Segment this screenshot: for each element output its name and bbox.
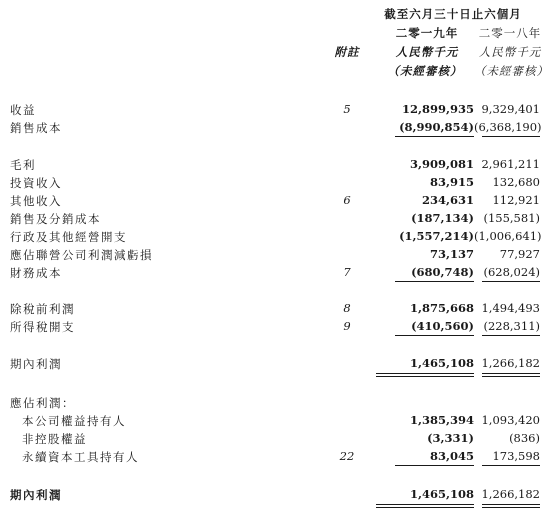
row-label: 行政及其他經營開支 bbox=[10, 230, 127, 244]
row-label: 銷售成本 bbox=[10, 121, 62, 135]
row-label: 非控股權益 bbox=[22, 432, 87, 446]
value-2018: (155,581) bbox=[483, 211, 540, 225]
row-note: 9 bbox=[343, 319, 351, 333]
row-label: 毛利 bbox=[10, 158, 36, 172]
subtotal-rule-2019 bbox=[395, 281, 474, 282]
row-perpetual-capital-holders bbox=[0, 449, 550, 465]
value-2018: 132,680 bbox=[492, 175, 540, 189]
row-profit-before-tax bbox=[0, 301, 550, 317]
currency-2019-header: 人民幣千元 bbox=[395, 45, 459, 59]
value-2019: 1,465,108 bbox=[409, 487, 474, 501]
subtotal-rule-2018 bbox=[482, 465, 540, 466]
row-note: 5 bbox=[343, 102, 351, 116]
row-selling-distribution bbox=[0, 211, 550, 227]
row-label: 所得稅開支 bbox=[10, 320, 75, 334]
row-investment-income bbox=[0, 175, 550, 191]
row-label: 財務成本 bbox=[10, 266, 62, 280]
value-2018: (628,024) bbox=[483, 265, 540, 279]
value-2018: 1,494,493 bbox=[481, 301, 540, 315]
value-2019: 1,465,108 bbox=[409, 356, 474, 370]
row-profit-for-period-total bbox=[0, 487, 550, 503]
row-note: 22 bbox=[339, 449, 355, 463]
value-2019: 12,899,935 bbox=[401, 102, 474, 116]
row-label: 投資收入 bbox=[10, 176, 62, 190]
row-admin-expenses bbox=[0, 229, 550, 245]
total-double-rule-2019 bbox=[376, 504, 474, 508]
row-label: 除稅前利潤 bbox=[10, 302, 75, 316]
value-2018: 1,266,182 bbox=[481, 356, 540, 370]
row-other-income bbox=[0, 193, 550, 209]
value-2018: 173,598 bbox=[492, 449, 540, 463]
total-double-rule-2018 bbox=[482, 504, 540, 508]
audit-2018-header: （未經審核） bbox=[474, 64, 549, 78]
row-note: 6 bbox=[343, 193, 351, 207]
row-finance-costs bbox=[0, 265, 550, 281]
total-double-rule-2019 bbox=[376, 373, 474, 377]
subtotal-rule-2018 bbox=[482, 335, 540, 336]
row-cost-of-sales bbox=[0, 120, 550, 136]
value-2019: 1,385,394 bbox=[409, 413, 474, 427]
subtotal-rule-2018 bbox=[482, 281, 540, 282]
value-2018: 2,961,211 bbox=[481, 157, 540, 171]
value-2019: 73,137 bbox=[429, 247, 474, 261]
value-2018: 9,329,401 bbox=[481, 102, 540, 116]
row-label: 其他收入 bbox=[10, 194, 62, 208]
value-2019: (680,748) bbox=[411, 265, 474, 279]
total-double-rule-2018 bbox=[482, 373, 540, 377]
row-non-controlling-interests bbox=[0, 431, 550, 447]
currency-2018-header: 人民幣千元 bbox=[478, 45, 542, 59]
value-2018: 112,921 bbox=[492, 193, 540, 207]
row-revenue bbox=[0, 102, 550, 118]
value-2018: (1,006,641) bbox=[474, 229, 542, 243]
row-label: 期內利潤 bbox=[10, 357, 62, 371]
row-note: 7 bbox=[343, 265, 351, 279]
value-2018: (6,368,190) bbox=[474, 120, 542, 134]
subtotal-rule-2019 bbox=[395, 335, 474, 336]
subtotal-rule-2018 bbox=[482, 136, 540, 137]
value-2019: (8,990,854) bbox=[399, 120, 474, 134]
row-label: 本公司權益持有人 bbox=[22, 414, 126, 428]
value-2018: 1,266,182 bbox=[481, 487, 540, 501]
value-2019: (187,134) bbox=[411, 211, 474, 225]
row-label: 收益 bbox=[10, 103, 36, 117]
value-2018: (228,311) bbox=[483, 319, 540, 333]
row-label: 期內利潤 bbox=[10, 488, 62, 502]
row-profit-for-period bbox=[0, 356, 550, 372]
row-owners-of-company bbox=[0, 413, 550, 429]
value-2019: 83,915 bbox=[429, 175, 474, 189]
row-label: 應佔利潤： bbox=[10, 396, 75, 410]
row-label: 銷售及分銷成本 bbox=[10, 212, 101, 226]
notes-header: 附註 bbox=[334, 45, 360, 59]
row-share-of-associates bbox=[0, 247, 550, 263]
subtotal-rule-2019 bbox=[395, 465, 474, 466]
value-2019: (410,560) bbox=[411, 319, 474, 333]
row-income-tax bbox=[0, 319, 550, 335]
period-header: 截至六月三十日止六個月 bbox=[384, 7, 522, 21]
value-2019: (1,557,214) bbox=[399, 229, 474, 243]
value-2019: (3,331) bbox=[427, 431, 474, 445]
row-note: 8 bbox=[343, 301, 351, 315]
row-gross-profit bbox=[0, 157, 550, 173]
value-2018: 77,927 bbox=[499, 247, 540, 261]
value-2018: 1,093,420 bbox=[481, 413, 540, 427]
row-attributable-to bbox=[0, 395, 550, 411]
row-label: 永續資本工具持有人 bbox=[22, 450, 139, 464]
row-label: 應佔聯營公司利潤減虧損 bbox=[10, 248, 153, 262]
value-2019: 3,909,081 bbox=[409, 157, 474, 171]
value-2019: 83,045 bbox=[429, 449, 474, 463]
value-2019: 1,875,668 bbox=[409, 301, 474, 315]
value-2018: (836) bbox=[509, 431, 540, 445]
audit-2019-header: （未經審核） bbox=[387, 64, 463, 78]
subtotal-rule-2019 bbox=[395, 136, 474, 137]
value-2019: 234,631 bbox=[421, 193, 474, 207]
year-2018-header: 二零一八年 bbox=[478, 26, 542, 40]
year-2019-header: 二零一九年 bbox=[395, 26, 459, 40]
